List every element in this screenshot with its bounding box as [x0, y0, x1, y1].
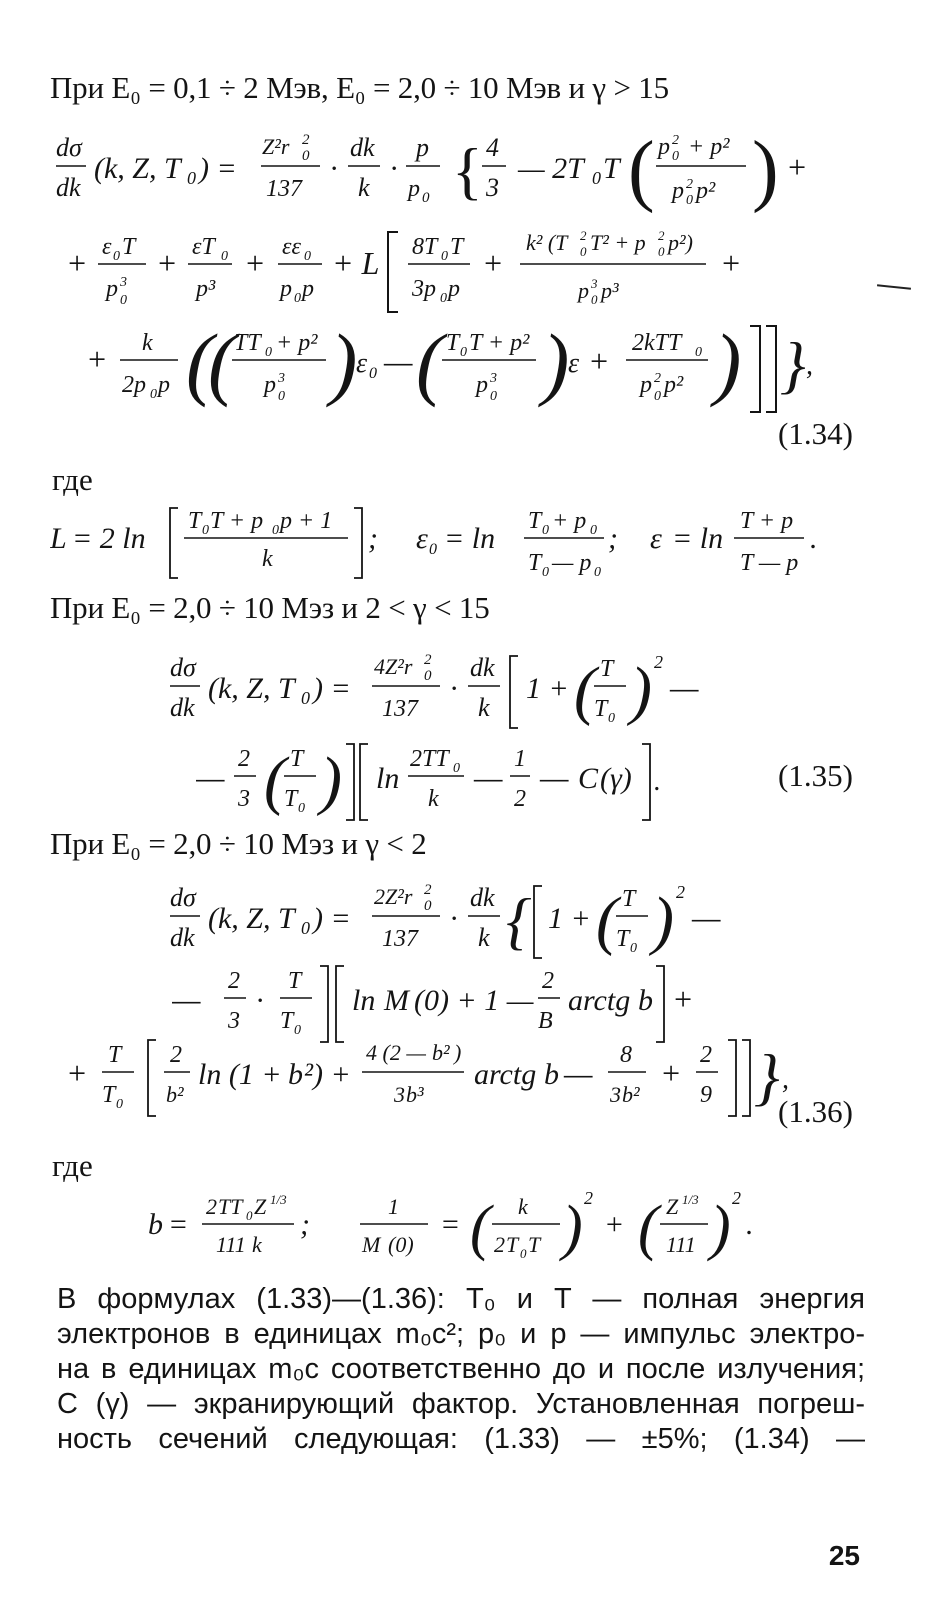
svg-text:2: 2	[700, 1042, 712, 1068]
svg-text:T: T	[528, 508, 542, 534]
svg-text:0: 0	[424, 898, 432, 914]
equation-1-34-line-1-svg	[56, 128, 876, 218]
svg-text:ε: ε	[102, 234, 112, 260]
svg-text:2: 2	[580, 228, 587, 243]
svg-text:T: T	[506, 1232, 519, 1257]
equation-1-36-line-3	[66, 1034, 866, 1132]
svg-text:.: .	[746, 1208, 754, 1241]
svg-text:(: (	[186, 322, 214, 408]
svg-text:0: 0	[265, 345, 272, 360]
svg-text:+: +	[244, 245, 266, 281]
svg-text:—: —	[540, 759, 569, 795]
definitions-line-1-svg	[50, 500, 880, 590]
svg-text:b: b	[544, 1058, 559, 1091]
svg-text:1: 1	[388, 1194, 399, 1219]
svg-text:0: 0	[302, 148, 310, 164]
paragraph-line: ность сечений следующая: (1.33) — ±5%; (1.34) —	[57, 1423, 865, 1455]
svg-text:p: p	[158, 372, 170, 398]
svg-text:k: k	[358, 173, 370, 202]
svg-text:TT: TT	[422, 746, 449, 772]
svg-text:T: T	[622, 886, 636, 912]
svg-text:2: 2	[206, 1194, 217, 1219]
svg-text:0: 0	[542, 523, 549, 538]
equation-number: (1.34)	[778, 416, 853, 451]
equation-1-35-line-2	[196, 738, 756, 836]
svg-text:p²): p²)	[668, 230, 693, 255]
svg-text:): )	[630, 654, 652, 727]
equation-1-34-line-1	[56, 128, 876, 226]
svg-text:p: p	[448, 276, 460, 302]
svg-text:0: 0	[278, 389, 285, 404]
svg-text:+ p²: + p²	[276, 330, 318, 356]
svg-text:C: C	[578, 762, 599, 795]
svg-text:0: 0	[672, 149, 679, 164]
svg-text:p: p	[302, 276, 314, 302]
svg-text:): )	[330, 322, 358, 408]
svg-text:(k, Z, T: (k, Z, T	[94, 152, 181, 185]
svg-text:dk: dk	[470, 653, 495, 682]
svg-text:3: 3	[490, 371, 497, 386]
svg-text:dσ: dσ	[170, 883, 196, 912]
svg-text:.: .	[654, 766, 661, 797]
svg-text:(: (	[638, 1194, 659, 1262]
svg-text:+: +	[660, 1055, 682, 1091]
svg-text:{: {	[506, 885, 532, 956]
svg-text:p: p	[106, 276, 118, 302]
svg-text:dk: dk	[470, 883, 495, 912]
svg-text:0: 0	[304, 249, 311, 264]
svg-text:εT: εT	[192, 234, 215, 260]
page-number: 25	[828, 1540, 860, 1571]
condition-text: При E₀ = 2,0 ÷ 10 Мэз и 2 < γ < 15	[50, 590, 490, 625]
svg-text:k² (T: k² (T	[526, 230, 568, 255]
svg-text:4: 4	[486, 133, 499, 162]
where-label: где	[52, 1148, 93, 1183]
svg-text:(: (	[628, 128, 655, 214]
svg-text:T: T	[446, 330, 460, 356]
svg-text:k: k	[518, 1194, 528, 1219]
svg-text:0: 0	[301, 688, 310, 708]
svg-text:0: 0	[440, 291, 447, 306]
svg-text:): )	[320, 744, 342, 817]
svg-text:dk: dk	[350, 133, 375, 162]
svg-text:T: T	[528, 1232, 541, 1257]
svg-text:T: T	[528, 550, 542, 576]
equation-1-35-line-1-svg	[170, 648, 790, 738]
where-label: где	[52, 462, 93, 497]
svg-text:1: 1	[514, 746, 526, 772]
svg-text:2: 2	[302, 132, 310, 148]
condition-text: При E₀ = 0,1 ÷ 2 Мэв, E₀ = 2,0 ÷ 10 Мэв и γ > 15	[50, 70, 669, 105]
svg-text:2: 2	[584, 1188, 593, 1208]
svg-text:k: k	[478, 923, 490, 952]
svg-text:= 2 ln: = 2 ln	[72, 522, 146, 555]
svg-text:0: 0	[369, 365, 377, 382]
svg-text:—: —	[474, 759, 503, 795]
svg-text:εε: εε	[282, 234, 301, 260]
svg-text:+: +	[588, 343, 610, 379]
svg-text:) =: ) =	[199, 152, 237, 185]
svg-text:8T: 8T	[412, 234, 438, 260]
svg-text:0: 0	[424, 668, 432, 684]
svg-text:k: k	[142, 330, 153, 356]
svg-text:b³: b³	[406, 1082, 424, 1107]
svg-text:TT: TT	[234, 330, 261, 356]
condition-line-3	[50, 826, 427, 862]
svg-text:p³: p³	[196, 276, 216, 302]
svg-text:dk: dk	[170, 693, 195, 722]
svg-text:T — p: T — p	[740, 550, 799, 576]
svg-text:1 +: 1 +	[526, 672, 569, 705]
svg-text:2p: 2p	[122, 372, 146, 398]
svg-text:0: 0	[441, 249, 448, 264]
svg-text:·: ·	[330, 152, 338, 185]
svg-text:—: —	[384, 343, 413, 379]
svg-text:T: T	[108, 1042, 122, 1068]
svg-text:+ p²: + p²	[688, 134, 730, 160]
svg-text:T: T	[600, 656, 614, 682]
paragraph-line: C (γ) — экранирующий фактор. Установленная погреш-	[57, 1388, 865, 1420]
svg-text:,: ,	[806, 350, 813, 381]
svg-text:137: 137	[382, 926, 418, 952]
svg-text:dσ: dσ	[56, 133, 82, 162]
svg-text:b²: b²	[622, 1082, 640, 1107]
condition-line-1	[50, 70, 669, 106]
svg-text:) =: ) =	[313, 672, 351, 705]
svg-text:—: —	[196, 759, 225, 795]
svg-text:2: 2	[732, 1188, 741, 1208]
svg-text:3: 3	[278, 371, 285, 386]
svg-text:) =: ) =	[313, 902, 351, 935]
svg-text:(0): (0)	[388, 1232, 414, 1257]
svg-text:(: (	[596, 884, 618, 957]
svg-text:+: +	[482, 245, 504, 281]
svg-text:2kTT: 2kTT	[632, 330, 682, 356]
equation-1-34-line-3-svg	[86, 322, 886, 422]
svg-text:b²: b²	[166, 1082, 184, 1107]
svg-text:): )	[562, 1194, 583, 1262]
svg-text:p: p	[658, 134, 670, 160]
svg-text:;: ;	[300, 1208, 310, 1241]
svg-text:2: 2	[672, 133, 679, 148]
svg-text:0: 0	[594, 565, 601, 580]
svg-text:0: 0	[187, 168, 196, 188]
svg-text:arctg: arctg	[474, 1058, 537, 1091]
svg-text:p + 1: p + 1	[280, 508, 333, 534]
svg-text:2Z²r: 2Z²r	[374, 884, 413, 909]
paragraph-line: В формулах (1.33)—(1.36): T₀ и T — полная энергия	[57, 1283, 865, 1315]
definitions-line-1	[50, 500, 880, 598]
svg-text:+: +	[604, 1208, 625, 1241]
svg-text:3: 3	[238, 786, 250, 812]
svg-text:0: 0	[453, 761, 460, 776]
svg-text:(: (	[470, 1194, 491, 1262]
svg-text:·: ·	[390, 152, 398, 185]
equation-1-34-line-3	[86, 322, 886, 430]
svg-text:): )	[710, 1194, 731, 1262]
definitions-line-2-svg	[148, 1188, 808, 1268]
svg-text:0: 0	[490, 389, 497, 404]
paragraph-line: на в единицах m₀c соответственно до и после излучения;	[57, 1353, 865, 1385]
svg-text:— 2T: — 2T	[518, 152, 584, 185]
svg-text:p: p	[408, 176, 420, 202]
svg-text:= ln: = ln	[672, 522, 724, 555]
svg-text:dk: dk	[56, 173, 81, 202]
svg-text:p: p	[578, 278, 589, 303]
svg-text:0: 0	[542, 565, 549, 580]
svg-text:+ L: + L	[332, 245, 380, 281]
svg-text:T: T	[102, 1082, 116, 1108]
svg-text:0: 0	[113, 249, 120, 264]
svg-text:b: b	[288, 1058, 303, 1091]
svg-text:137: 137	[266, 176, 302, 202]
svg-text:T² + p: T² + p	[590, 230, 646, 255]
svg-text:L: L	[50, 522, 67, 555]
svg-text:k: k	[262, 546, 273, 572]
svg-text:0: 0	[695, 345, 702, 360]
svg-text:= ln: = ln	[444, 522, 496, 555]
svg-text:2: 2	[238, 746, 250, 772]
svg-text:0: 0	[116, 1097, 123, 1112]
svg-text:p: p	[264, 372, 276, 398]
svg-text:b: b	[638, 984, 653, 1017]
definitions-line-2	[148, 1188, 808, 1276]
svg-text:3p: 3p	[412, 276, 436, 302]
svg-text:4 (2 —: 4 (2 —	[366, 1040, 426, 1065]
equation-1-35-line-1	[170, 648, 790, 746]
equation-1-35-line-2-svg	[196, 738, 756, 828]
svg-text:0: 0	[150, 387, 157, 402]
svg-text:3: 3	[394, 1082, 405, 1107]
svg-text:+: +	[66, 245, 88, 281]
svg-text:0: 0	[301, 918, 310, 938]
svg-text:T: T	[594, 696, 608, 722]
svg-text:0: 0	[580, 244, 587, 259]
svg-text:dk: dk	[170, 923, 195, 952]
svg-text:137: 137	[382, 696, 418, 722]
svg-text:0: 0	[591, 292, 598, 307]
svg-text:111: 111	[216, 1232, 246, 1257]
svg-text:B: B	[538, 1008, 553, 1034]
svg-text:—: —	[172, 981, 201, 1017]
svg-text:ln: ln	[376, 762, 400, 795]
svg-text:,: ,	[782, 1064, 789, 1095]
svg-text:(: (	[574, 654, 596, 727]
svg-text:Z: Z	[666, 1194, 679, 1219]
svg-text:2: 2	[170, 1042, 182, 1068]
svg-text:3: 3	[610, 1082, 621, 1107]
svg-text:2: 2	[676, 882, 685, 902]
svg-text:): )	[752, 128, 779, 214]
svg-text:M: M	[362, 1232, 381, 1257]
svg-text:2: 2	[424, 882, 432, 898]
svg-text:0: 0	[298, 801, 305, 816]
svg-text:p²: p²	[696, 178, 716, 204]
svg-text:(γ): (γ)	[600, 762, 632, 795]
svg-text:T: T	[288, 968, 302, 994]
svg-text:p: p	[476, 372, 488, 398]
svg-text:T: T	[284, 786, 298, 812]
svg-text:0: 0	[658, 244, 665, 259]
svg-text:Z: Z	[254, 1194, 267, 1219]
svg-text:T: T	[603, 152, 620, 185]
svg-text:(: (	[264, 744, 286, 817]
svg-text:0: 0	[630, 941, 637, 956]
svg-text:3: 3	[591, 276, 598, 291]
svg-text:9: 9	[700, 1082, 712, 1108]
svg-text:8: 8	[620, 1042, 632, 1068]
svg-text:.: .	[810, 522, 818, 555]
svg-text:0: 0	[686, 193, 693, 208]
svg-text:0: 0	[202, 523, 209, 538]
svg-text:M: M	[384, 984, 409, 1017]
svg-text:0: 0	[221, 249, 228, 264]
svg-text:(0) + 1 —: (0) + 1 —	[414, 984, 534, 1017]
svg-text:0: 0	[460, 345, 467, 360]
svg-text:+: +	[86, 341, 108, 377]
svg-text:ε: ε	[356, 348, 368, 379]
svg-text:Z²r: Z²r	[262, 134, 290, 159]
svg-text:1 +: 1 +	[548, 902, 591, 935]
explanation-paragraph	[57, 1282, 865, 1457]
svg-text:+: +	[720, 245, 742, 281]
svg-text:): )	[652, 884, 674, 957]
svg-text:): )	[542, 322, 570, 408]
svg-text:111: 111	[666, 1232, 696, 1257]
svg-text:2: 2	[410, 746, 422, 772]
svg-text:+: +	[66, 1055, 88, 1091]
svg-text:=: =	[440, 1208, 461, 1241]
svg-text:): )	[454, 1040, 462, 1065]
svg-text:k: k	[252, 1232, 262, 1257]
svg-text:2: 2	[424, 652, 432, 668]
svg-text:+: +	[786, 149, 808, 185]
svg-text:T + p: T + p	[210, 508, 264, 534]
svg-text:0: 0	[294, 1023, 301, 1038]
svg-text:+ p: + p	[552, 508, 587, 534]
svg-text:+: +	[156, 245, 178, 281]
svg-text:T: T	[122, 234, 136, 260]
svg-text:ε: ε	[568, 348, 580, 379]
svg-text:TT: TT	[218, 1194, 243, 1219]
svg-text:·: ·	[450, 672, 458, 705]
svg-text:2: 2	[228, 968, 240, 994]
svg-text:{: {	[452, 135, 483, 206]
svg-text:0: 0	[272, 523, 279, 538]
svg-text:(: (	[416, 322, 444, 408]
svg-text:b: b	[148, 1208, 163, 1241]
equation-number: (1.35)	[778, 758, 853, 793]
svg-text:—: —	[564, 1055, 593, 1091]
svg-text:·: ·	[256, 984, 264, 1017]
svg-text:3: 3	[120, 275, 127, 290]
svg-text:(k, Z, T: (k, Z, T	[208, 672, 295, 705]
svg-text:2: 2	[686, 177, 693, 192]
equation-1-36-line-1-svg	[170, 878, 810, 968]
svg-text:): )	[714, 322, 742, 408]
svg-text:T + p: T + p	[740, 508, 794, 534]
svg-text:1/3: 1/3	[682, 1192, 699, 1207]
svg-text:k: k	[428, 786, 439, 812]
svg-text:0: 0	[608, 711, 615, 726]
svg-text:p: p	[280, 276, 292, 302]
svg-text:0: 0	[654, 389, 661, 404]
svg-text:}: }	[780, 329, 806, 400]
svg-text:T + p²: T + p²	[469, 330, 530, 356]
svg-text:2: 2	[654, 652, 663, 672]
svg-text:b²: b²	[432, 1040, 450, 1065]
svg-text:T: T	[280, 1008, 294, 1034]
svg-text:T: T	[290, 746, 304, 772]
svg-text:2: 2	[542, 968, 554, 994]
svg-text:3: 3	[486, 173, 499, 202]
svg-text:2: 2	[494, 1232, 505, 1257]
svg-text:T: T	[450, 234, 464, 260]
svg-text:T: T	[616, 926, 630, 952]
svg-text:ln (1 +: ln (1 +	[198, 1058, 282, 1091]
svg-text:— p: — p	[552, 550, 592, 576]
svg-text:3: 3	[228, 1008, 240, 1034]
svg-text:p³: p³	[601, 278, 619, 303]
svg-text:T: T	[188, 508, 202, 534]
svg-text:p: p	[672, 178, 684, 204]
svg-text:0: 0	[590, 523, 597, 538]
svg-text:p: p	[416, 133, 429, 162]
svg-text:0: 0	[422, 190, 430, 206]
svg-text:;: ;	[608, 522, 618, 555]
svg-text:0: 0	[246, 1208, 253, 1223]
svg-text:0: 0	[429, 541, 437, 558]
svg-text:;: ;	[368, 522, 378, 555]
equation-number: (1.36)	[778, 1094, 853, 1129]
svg-text:ln: ln	[352, 984, 376, 1017]
svg-text:²) +: ²) +	[304, 1058, 351, 1091]
svg-text:2: 2	[654, 371, 661, 386]
svg-text:2: 2	[514, 786, 526, 812]
svg-text:0: 0	[120, 293, 127, 308]
svg-text:dσ: dσ	[170, 653, 196, 682]
svg-text:}: }	[754, 1041, 780, 1112]
equation-1-34-line-2	[66, 226, 886, 334]
svg-text:p²: p²	[664, 372, 684, 398]
svg-text:·: ·	[450, 902, 458, 935]
equation-1-36-line-3-svg	[66, 1034, 866, 1124]
condition-line-2	[50, 590, 490, 626]
svg-text:0: 0	[520, 1246, 527, 1261]
equation-1-34-line-2-svg	[66, 226, 886, 326]
svg-text:0: 0	[294, 291, 301, 306]
svg-text:(: (	[208, 322, 236, 408]
svg-text:0: 0	[592, 168, 601, 188]
svg-text:+: +	[672, 981, 694, 1017]
svg-text:ε: ε	[416, 522, 428, 555]
condition-text: При E₀ = 2,0 ÷ 10 Мэз и γ < 2	[50, 826, 427, 861]
svg-text:=: =	[168, 1208, 189, 1241]
paragraph-line: электронов в единицах m₀c²; p₀ и p — импульс электро-	[57, 1318, 865, 1350]
svg-text:2: 2	[658, 228, 665, 243]
svg-text:—: —	[692, 899, 721, 935]
svg-text:ε: ε	[650, 522, 662, 555]
svg-text:k: k	[478, 693, 490, 722]
svg-text:(k, Z, T: (k, Z, T	[208, 902, 295, 935]
svg-text:1/3: 1/3	[270, 1192, 287, 1207]
svg-text:p: p	[640, 372, 652, 398]
svg-text:arctg: arctg	[568, 984, 631, 1017]
svg-text:4Z²r: 4Z²r	[374, 654, 413, 679]
svg-text:—: —	[670, 669, 699, 705]
